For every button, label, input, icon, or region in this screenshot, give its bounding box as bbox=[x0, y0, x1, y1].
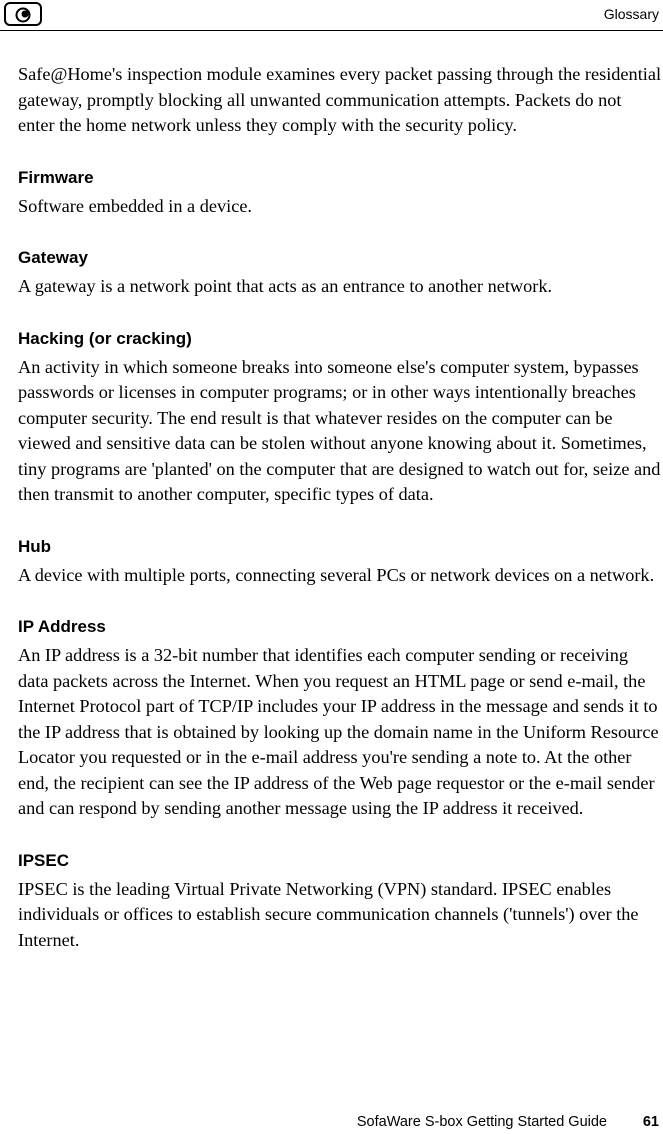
glossary-definition: A gateway is a network point that acts as an entrance to another network. bbox=[18, 276, 553, 296]
glossary-entry-gateway bbox=[18, 247, 662, 300]
glossary-entry-ipsec bbox=[18, 850, 662, 954]
page-footer bbox=[0, 1112, 663, 1134]
footer-guide-title: SofaWare S-box Getting Started Guide bbox=[356, 1114, 607, 1130]
intro-paragraph: Safe@Home's inspection module examines every packet passing through the residential gateway, promptly blocking all unwanted communication attempts. Packets do not enter the home network unless they comply with the security policy. bbox=[18, 64, 662, 135]
page-number: 61 bbox=[642, 1114, 659, 1130]
header-divider bbox=[0, 30, 663, 31]
glossary-definition: An IP address is a 32-bit number that identifies each computer sending or receiving data packets across the Internet. When you request an HTML page or send e-mail, the Internet Protocol part of TCP/IP includes your IP address in the message and sends it to the IP address that is obtained by looking up the domain name in the Uniform Resource Locator you requested or in the e-mail address you're sending a note to. At the other end, the recipient can see the IP address of the Web page requestor or the e-mail sender and can respond by sending another message using the IP address it received. bbox=[18, 645, 659, 818]
glossary-definition: A device with multiple ports, connecting several PCs or network devices on a network. bbox=[18, 564, 655, 585]
glossary-definition: IPSEC is the leading Virtual Private Networking (VPN) standard. IPSEC enables individuals or offices to establish secure communication channels ('tunnels') over the Internet. bbox=[18, 878, 639, 950]
page-content bbox=[18, 62, 662, 953]
glossary-definition: Software embedded in a device. bbox=[18, 195, 253, 216]
glossary-definition: An activity in which someone breaks into someone else's computer system, bypasses passwords or licenses in computer programs; or in other ways intentionally breaches computer security. The end result is that whatever resides on the computer can be viewed and sensitive data can be stolen without anyone knowing about it. Sometimes, tiny programs are 'planted' on the computer that are designed to watch out for, seize and then transmit to another computer, specific types of data. bbox=[18, 356, 661, 504]
glossary-entry-hub bbox=[18, 536, 662, 589]
glossary-term: IPSEC bbox=[18, 850, 70, 870]
glossary-entry-hacking bbox=[18, 328, 662, 508]
glossary-term: Hub bbox=[18, 536, 52, 556]
glossary-term: Hacking (or cracking) bbox=[18, 328, 192, 348]
glossary-entry-ip-address bbox=[18, 616, 662, 822]
page-header bbox=[0, 0, 663, 34]
header-title: Glossary bbox=[603, 6, 659, 22]
eye-logo-icon bbox=[4, 2, 42, 26]
glossary-term: Firmware bbox=[18, 167, 94, 187]
glossary-term: Gateway bbox=[18, 248, 88, 267]
glossary-entry-firmware bbox=[18, 167, 662, 220]
glossary-term: IP Address bbox=[18, 617, 106, 636]
